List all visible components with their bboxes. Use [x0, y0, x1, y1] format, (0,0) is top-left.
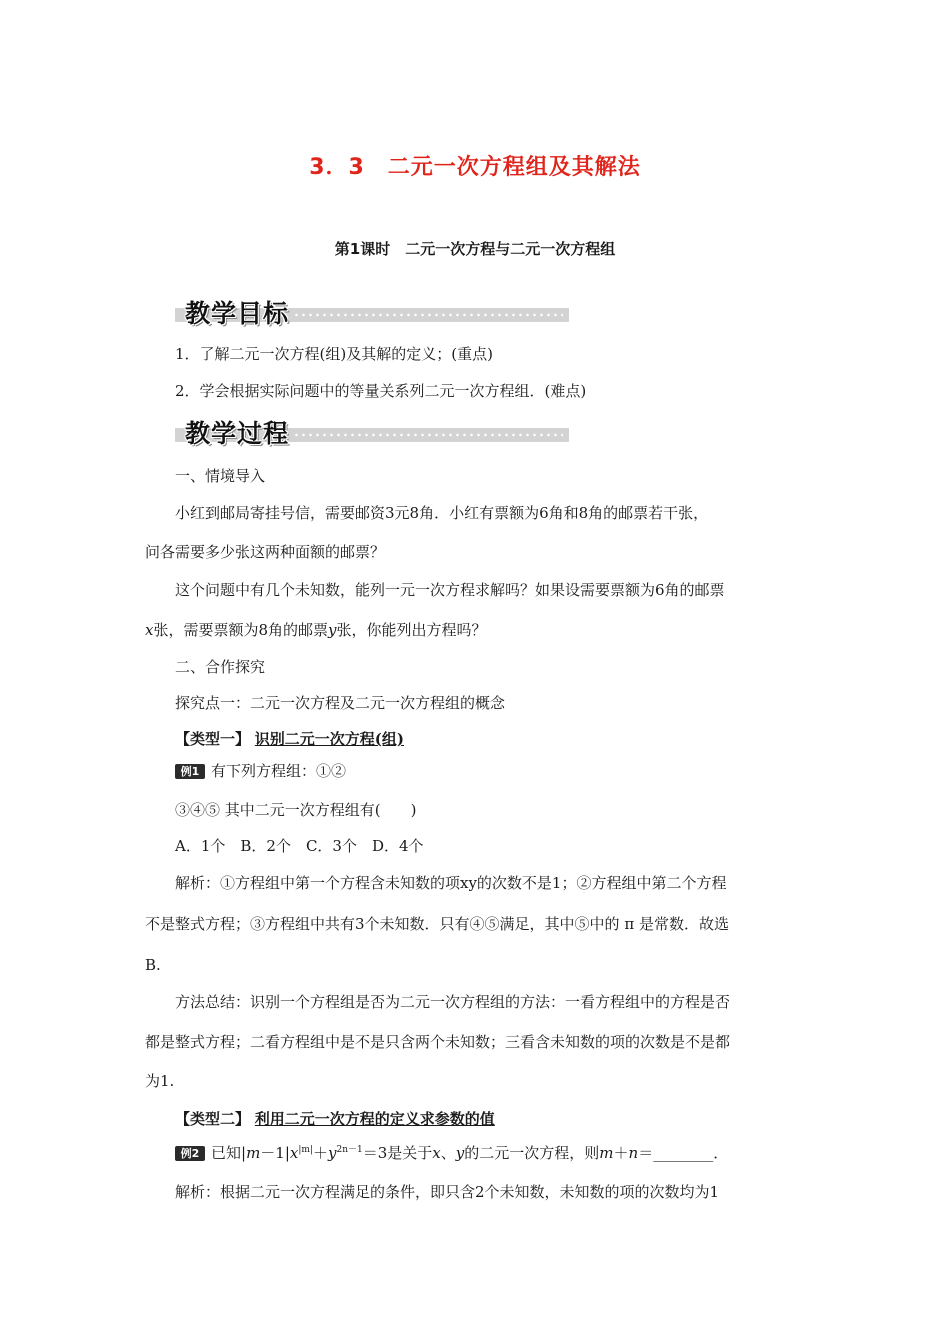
type-one-heading [175, 729, 404, 749]
analysis-line: B. [145, 956, 161, 974]
example-1 [175, 761, 346, 781]
section-banner-goals [175, 294, 569, 330]
text-segment: ＋ [613, 1144, 629, 1162]
variable-m: m [246, 1144, 261, 1162]
example-badge: 例2 [175, 1146, 205, 1161]
example-text: 有下列方程组：①② [211, 762, 347, 780]
example-2 [175, 1140, 728, 1163]
goal-item-1: 1．了解二元一次方程(组)及其解的定义；(重点) [175, 345, 493, 363]
example-badge: 例1 [175, 764, 205, 779]
variable-y: y [328, 1144, 337, 1162]
example-1-continued: ③④⑤ 其中二元一次方程组有( ) [175, 801, 417, 819]
type-label: 识别二元一次方程(组) [254, 730, 404, 748]
page-title: 3．3 二元一次方程组及其解法 [309, 155, 641, 180]
text-segment: －1| [260, 1144, 290, 1162]
type-two-heading [175, 1109, 495, 1129]
type-bracket: 【类型一】 [175, 730, 251, 748]
banner-dots [293, 313, 563, 317]
intro-paragraph-line [145, 620, 487, 640]
type-bracket: 【类型二】 [175, 1110, 251, 1128]
coop-heading: 二、合作探究 [175, 658, 266, 676]
variable-m: m [599, 1144, 614, 1162]
variable-y: y [455, 1144, 465, 1162]
method-summary-line: 都是整式方程；二看方程组中是不是只含两个未知数；三看含未知数的项的次数是不是都 [145, 1033, 731, 1051]
intro-paragraph-line: 小红到邮局寄挂号信，需要邮资3元8角．小红有票额为6角和8角的邮票若干张， [175, 504, 709, 522]
variable-x: x [145, 621, 154, 639]
variable-x: x [432, 1144, 441, 1162]
text-segment: 张，需要票额为8角的邮票 [153, 621, 329, 639]
text-segment: 的二元一次方程，则 [464, 1144, 600, 1162]
exponent: |m| [298, 1145, 313, 1155]
goal-item-2: 2．学会根据实际问题中的等量关系列二元一次方程组．(难点) [175, 382, 587, 400]
method-summary-line: 为1. [145, 1072, 175, 1090]
analysis-line: 解析：①方程组中第一个方程含未知数的项xy的次数不是1；②方程组中第二个方程 [175, 874, 727, 892]
text-segment: 、 [440, 1144, 456, 1162]
example-1-options: A．1个 B．2个 C．3个 D．4个 [175, 837, 424, 855]
variable-x: x [289, 1144, 299, 1162]
intro-paragraph-line: 问各需要多少张这两种面额的邮票？ [145, 543, 386, 561]
text-segment: 张，你能列出方程吗？ [336, 621, 487, 639]
banner-dots [293, 433, 563, 437]
method-summary-line: 方法总结：识别一个方程组是否为二元一次方程组的方法：一看方程组中的方程是否 [175, 993, 731, 1011]
type-label: 利用二元一次方程的定义求参数的值 [254, 1110, 495, 1128]
explore-point: 探究点一：二元一次方程及二元一次方程组的概念 [175, 694, 506, 712]
section-banner-process [175, 414, 569, 450]
analysis-line: 解析：根据二元一次方程满足的条件，即只含2个未知数，未知数的项的次数均为1 [175, 1183, 720, 1201]
text-segment: ＋ [312, 1144, 328, 1162]
text-segment: 已知| [211, 1144, 247, 1162]
text-segment: ＝3是关于 [362, 1144, 433, 1162]
intro-heading: 一、情境导入 [175, 467, 266, 485]
section-title-process: 教学过程 [185, 419, 290, 448]
section-title-goals: 教学目标 [185, 299, 290, 328]
intro-paragraph-line: 这个问题中有几个未知数，能列一元一次方程求解吗？如果设需要票额为6角的邮票 [175, 581, 725, 599]
variable-n: n [628, 1144, 639, 1162]
lesson-subtitle: 第1课时 二元一次方程与二元一次方程组 [334, 240, 616, 258]
analysis-line: 不是整式方程；③方程组中共有3个未知数．只有④⑤满足，其中⑤中的 π 是常数．故选 [145, 915, 729, 933]
variable-y: y [328, 621, 337, 639]
exponent: 2n－1 [336, 1145, 363, 1155]
answer-blank: ＝________． [638, 1144, 729, 1162]
